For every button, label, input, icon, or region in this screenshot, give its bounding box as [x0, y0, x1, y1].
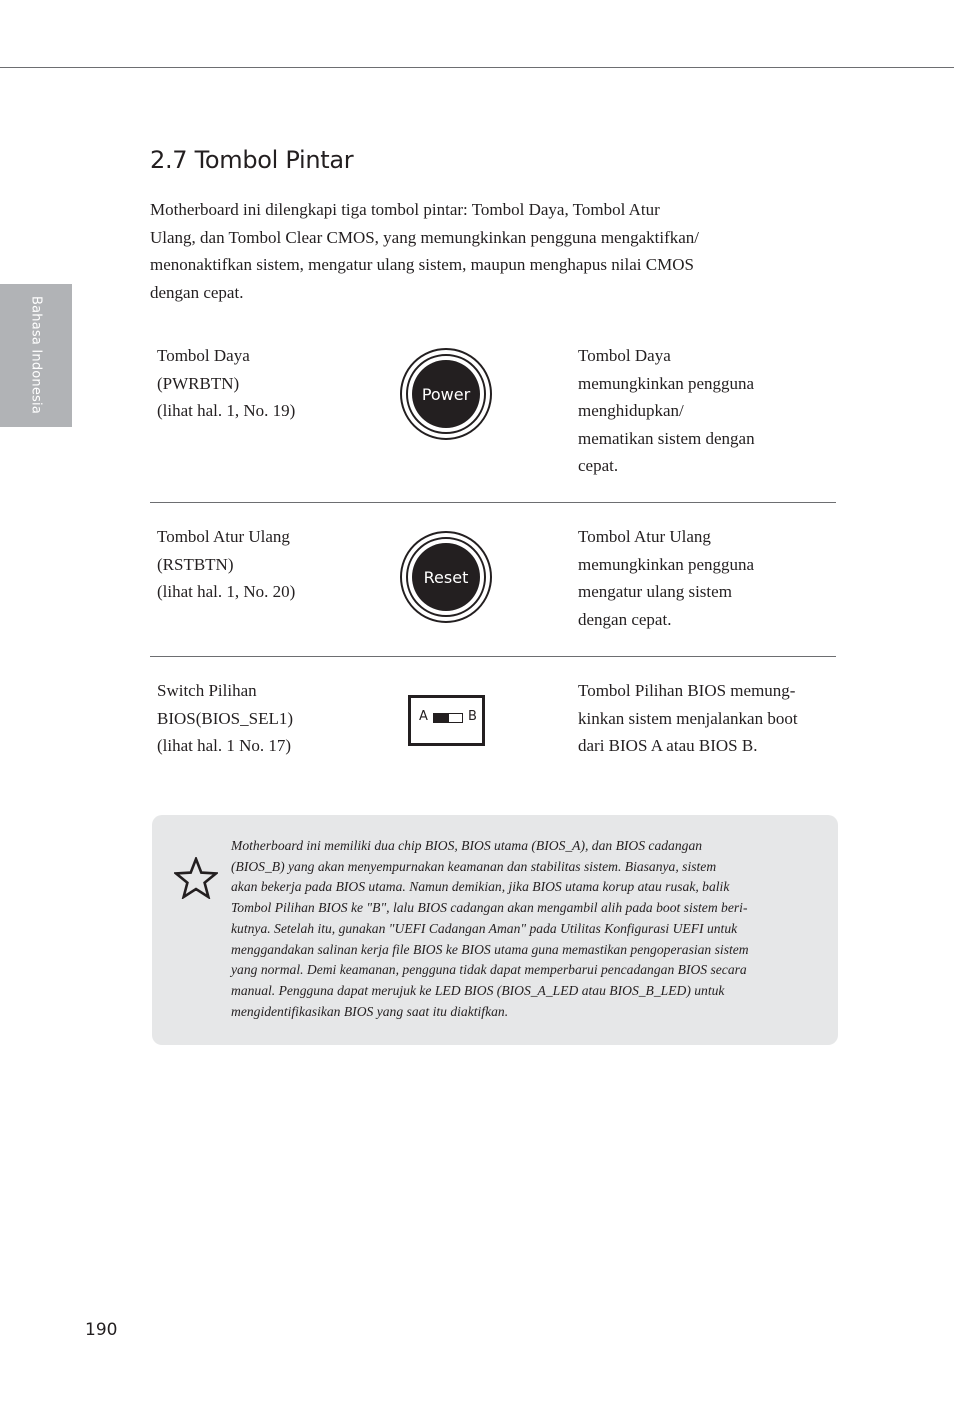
row-right-line: mengatur ulang sistem: [578, 582, 732, 601]
note-line: akan bekerja pada BIOS utama. Namun demikian, jika BIOS utama korup atau rusak, balik: [231, 879, 730, 895]
language-side-tab-label: Bahasa Indonesia: [28, 295, 44, 415]
note-line: mengidentifikasikan BIOS yang saat itu diaktifkan.: [231, 1003, 509, 1019]
bios-switch-label-b: B: [468, 709, 477, 724]
row-right-line: dari BIOS A atau BIOS B.: [578, 736, 758, 755]
row-left-line: (lihat hal. 1 No. 17): [157, 736, 292, 755]
intro-line: Ulang, dan Tombol Clear CMOS, yang memungkinkan pengguna mengaktifkan/: [150, 227, 700, 247]
bios-switch-knob: [434, 714, 449, 722]
intro-paragraph: [150, 196, 780, 306]
bios-switch-illustration: [408, 695, 485, 746]
power-button-illustration: [400, 348, 492, 440]
row-divider: [150, 656, 836, 657]
bios-switch-name: [157, 677, 387, 760]
reset-button-label: Reset: [412, 543, 480, 611]
row-right-line: menghidupkan/: [578, 401, 684, 420]
bios-switch-label-a: A: [419, 709, 428, 724]
note-line: manual. Pengguna dapat merujuk ke LED BIOS (BIOS_A_LED atau BIOS_B_LED) untuk: [231, 982, 725, 998]
row-right-line: kinkan sistem menjalankan boot: [578, 708, 798, 728]
intro-line: Motherboard ini dilengkapi tiga tombol pintar: Tombol Daya, Tombol Atur: [150, 200, 660, 219]
row-right-line: mematikan sistem dengan: [578, 428, 755, 448]
reset-button-description: [578, 523, 828, 633]
row-right-line: memungkinkan pengguna: [578, 373, 755, 393]
reset-button-illustration: [400, 531, 492, 623]
row-divider: [150, 502, 836, 503]
row-left-line: BIOS(BIOS_SEL1): [157, 708, 294, 728]
power-button-label: Power: [412, 360, 480, 428]
note-line: yang normal. Demi keamanan, pengguna tidak dapat memperbarui pencadangan BIOS secara: [231, 962, 747, 978]
bios-switch-description: [578, 677, 828, 760]
note-line: menggandakan salinan kerja file BIOS ke BIOS utama guna memastikan pengoperasian sistem: [231, 941, 749, 957]
row-left-line: (lihat hal. 1, No. 19): [157, 401, 296, 420]
row-right-line: dengan cepat.: [578, 609, 672, 629]
note-line: kutnya. Setelah itu, gunakan "UEFI Cadangan Aman" pada Utilitas Konfigurasi UEFI untuk: [231, 920, 738, 936]
row-left-line: (lihat hal. 1, No. 20): [157, 582, 296, 601]
row-right-line: memungkinkan pengguna: [578, 554, 755, 574]
note-line: (BIOS_B) yang akan menyempurnakan keamanan dan stabilitas sistem. Biasanya, sistem: [231, 858, 717, 874]
power-button-description: [578, 342, 828, 480]
row-right-line: Tombol Daya: [578, 346, 671, 365]
row-right-line: Tombol Pilihan BIOS memung-: [578, 681, 796, 700]
note-text: [231, 836, 801, 1022]
section-title: 2.7 Tombol Pintar: [150, 146, 354, 174]
row-right-line: cepat.: [578, 456, 619, 475]
reset-button-name: [157, 523, 387, 606]
row-left-line: (RSTBTN): [157, 554, 234, 574]
bios-switch-track: [433, 713, 463, 723]
row-left-line: (PWRBTN): [157, 373, 240, 393]
row-left-line: Tombol Daya: [157, 346, 250, 365]
star-outline-icon: [174, 857, 218, 899]
note-line: Motherboard ini memiliki dua chip BIOS, BIOS utama (BIOS_A), dan BIOS cadangan: [231, 838, 703, 853]
intro-line: dengan cepat.: [150, 282, 244, 302]
note-line: Tombol Pilihan BIOS ke "B", lalu BIOS cadangan akan mengambil alih pada boot sistem beri-: [231, 900, 748, 916]
top-rule: [0, 67, 954, 68]
row-left-line: Tombol Atur Ulang: [157, 527, 290, 546]
row-right-line: Tombol Atur Ulang: [578, 527, 711, 546]
row-left-line: Switch Pilihan: [157, 681, 257, 700]
intro-line: menonaktifkan sistem, mengatur ulang sistem, maupun menghapus nilai CMOS: [150, 255, 694, 274]
page-number: 190: [85, 1320, 118, 1340]
power-button-name: [157, 342, 387, 425]
